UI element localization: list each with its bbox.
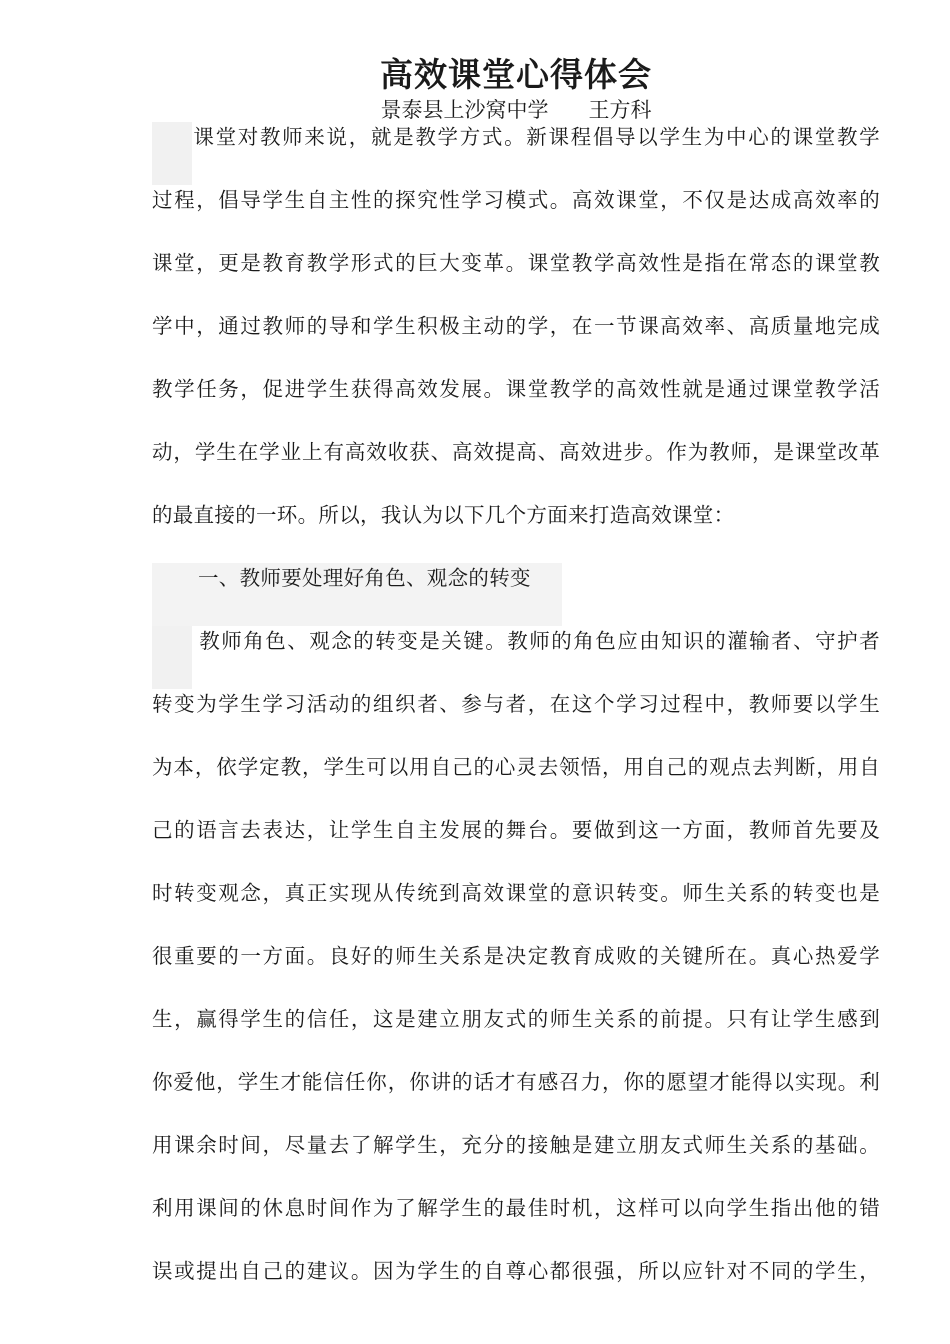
document-byline: 景泰县上沙窝中学 王方科 [380,98,652,122]
document-title: 高效课堂心得体会 [380,55,652,94]
paragraph-line: 时转变观念，真正实现从传统到高效课堂的意识转变。师生关系的转变也是 [152,881,880,905]
paragraph-line: 课堂，更是教育教学形式的巨大变革。课堂教学高效性是指在常态的课堂教 [152,251,880,275]
paragraph-line: 动，学生在学业上有高效收获、高效提高、高效进步。作为教师，是课堂改革 [152,440,880,464]
section-heading: 一、教师要处理好角色、观念的转变 [152,563,880,626]
paragraph-line: 误或提出自己的建议。因为学生的自尊心都很强，所以应针对不同的学生， [152,1259,880,1283]
paragraph-line: 转变为学生学习活动的组织者、参与者，在这个学习过程中，教师要以学生 [152,692,880,716]
paragraph-line: 用课余时间，尽量去了解学生，充分的接触是建立朋友式师生关系的基础。 [152,1133,880,1157]
paragraph-line: 你爱他，学生才能信任你，你讲的话才有感召力，你的愿望才能得以实现。利 [152,1070,880,1094]
paragraph-line: 己的语言去表达，让学生自主发展的舞台。要做到这一方面，教师首先要及 [152,818,880,842]
paragraph-line: 教学任务，促进学生获得高效发展。课堂教学的高效性就是通过课堂教学活 [152,377,880,401]
paragraph-line: 过程，倡导学生自主性的探究性学习模式。高效课堂，不仅是达成高效率的 [152,188,880,212]
paragraph-line: 为本，依学定教，学生可以用自己的心灵去领悟，用自己的观点去判断，用自 [152,755,880,779]
paragraph-line: 课堂对教师来说，就是教学方式。新课程倡导以学生为中心的课堂教学 [152,122,880,185]
paragraph-line: 生，赢得学生的信任，这是建立朋友式的师生关系的前提。只有让学生感到 [152,1007,880,1031]
paragraph-line: 利用课间的休息时间作为了解学生的最佳时机，这样可以向学生指出他的错 [152,1196,880,1220]
document-body [152,122,880,1319]
paragraph-line: 学中，通过教师的导和学生积极主动的学，在一节课高效率、高质量地完成 [152,314,880,338]
paragraph-line: 的最直接的一环。所以，我认为以下几个方面来打造高效课堂： [152,503,735,527]
paragraph-line: 教师角色、观念的转变是关键。教师的角色应由知识的灌输者、守护者 [152,626,880,689]
paragraph-line: 很重要的一方面。良好的师生关系是决定教育成败的关键所在。真心热爱学 [152,944,880,968]
